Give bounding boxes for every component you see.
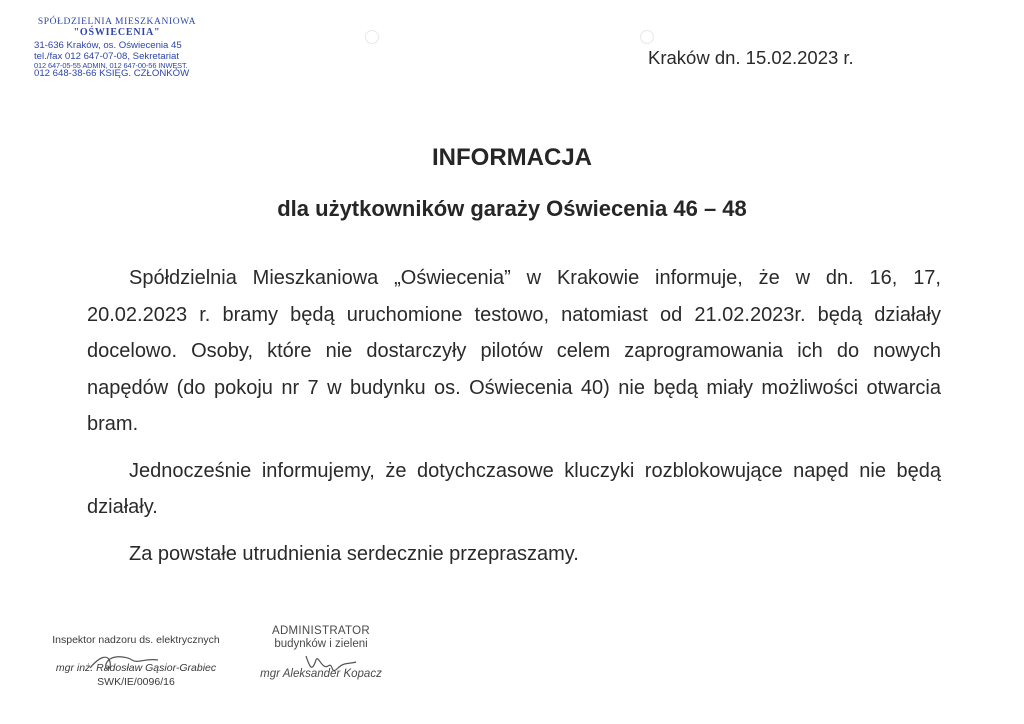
stamp-phone: 012 647-05-55 ADMIN, 012 647-00-56 INWEST. <box>34 60 188 70</box>
signature-role-detail: budynków i zieleni <box>274 638 368 650</box>
body-paragraph: Spółdzielnia Mieszkaniowa „Oświecenia” w Krakowie informuje, że w dn. 16, 17, 20.02.2023 r. bramy będą uruchomione testowo, natomiast od 21.02.2023r. będą działały docelowo. Osoby, które nie dostarczyły pilotów celem zaprogramowania ich do nowych napędów (do pokoju nr 7 w budynku os. Oświecenia 40) nie będą miały możliwości otwarcia bram. <box>87 267 941 435</box>
stamp-org-name: "OŚWIECENIA" <box>73 26 161 38</box>
signature-role: ADMINISTRATOR <box>271 625 371 637</box>
punch-hole-mark <box>365 30 379 44</box>
body-paragraph: Za powstałe utrudnienia serdecznie przepraszamy. <box>129 542 579 565</box>
punch-hole-mark <box>640 30 654 44</box>
signature-license-number: SWK/IE/0096/16 <box>97 676 175 688</box>
signature-name: mgr Aleksander Kopacz <box>260 668 382 680</box>
signature-block-inspector <box>40 634 232 688</box>
letterhead-stamp <box>34 18 200 79</box>
body-paragraph: Jednocześnie informujemy, że dotychczasowe kluczyki rozblokowujące napęd nie będą działały. <box>87 459 941 518</box>
document-title: INFORMACJA <box>432 144 592 171</box>
stamp-phone: tel./fax 012 647-07-08, Sekretariat <box>34 50 180 62</box>
stamp-phone: 012 648-38-66 KSIĘG. CZŁONKÓW <box>34 68 190 80</box>
document-subtitle: dla użytkowników garaży Oświecenia 46 – 48 <box>277 196 747 221</box>
stamp-address: 31-636 Kraków, os. Oświecenia 45 <box>34 40 182 52</box>
signature-name: mgr inż. Radosław Gąsior-Grabiec <box>55 662 217 674</box>
stamp-org-line: SPÓŁDZIELNIA MIESZKANIOWA <box>37 17 197 27</box>
signature-block-administrator <box>246 625 396 680</box>
signature-role: Inspektor nadzoru ds. elektrycznych <box>52 634 220 646</box>
document-body <box>87 260 941 582</box>
document-date: Kraków dn. 15.02.2023 r. <box>648 47 854 68</box>
